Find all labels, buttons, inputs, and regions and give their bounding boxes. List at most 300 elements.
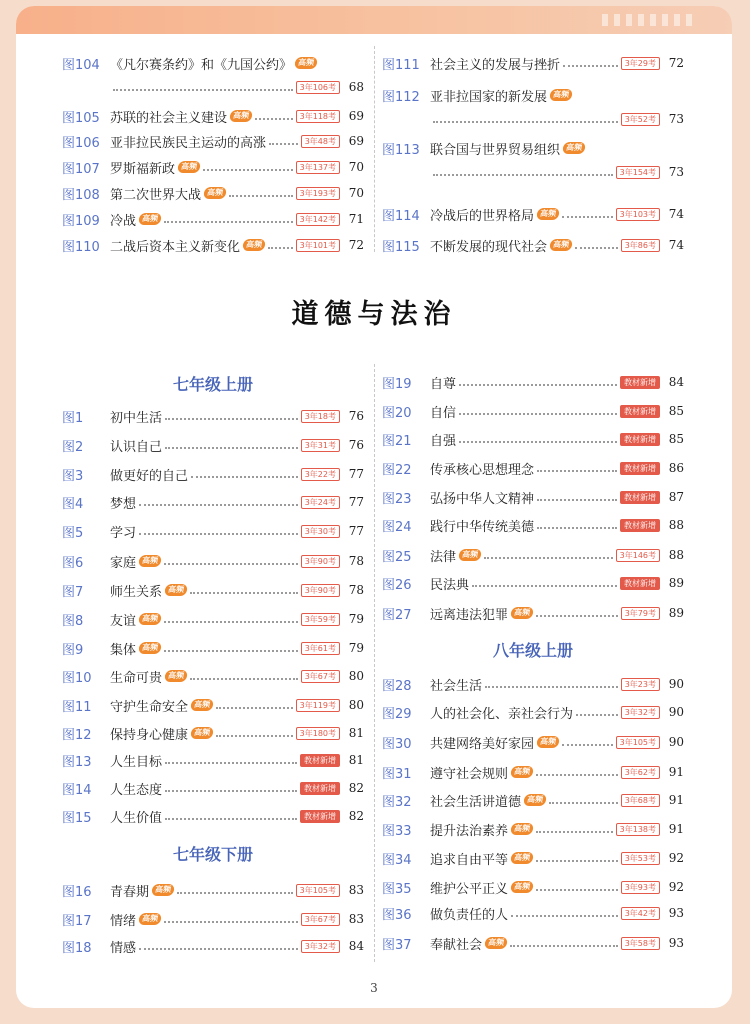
dot-leader (269, 143, 298, 145)
toc-entry (382, 573, 684, 593)
figure-number: 图10 (62, 670, 92, 686)
high-frequency-badge: 高频 (549, 89, 573, 101)
toc-entry (62, 723, 364, 743)
toc-entry (382, 603, 684, 623)
dot-leader (165, 418, 298, 420)
exam-count-tag: 3年58考 (621, 937, 660, 950)
entry-title: 遵守社会规则 (430, 766, 509, 782)
entry-title: 远离违法犯罪 (430, 607, 509, 623)
page-ref: 80 (348, 698, 364, 712)
exam-count-tag: 3年42考 (621, 907, 660, 920)
exam-count-tag: 3年90考 (301, 584, 340, 597)
new-content-tag: 教材新增 (300, 754, 340, 767)
exam-count-tag: 3年137考 (296, 161, 340, 174)
page-ref: 74 (668, 207, 684, 221)
toc-entry (62, 580, 364, 600)
page-ref: 73 (668, 112, 684, 126)
entry-title: 社会生活 (430, 678, 483, 694)
dot-leader (165, 790, 297, 792)
entry-title: 情感 (110, 940, 137, 956)
figure-number: 图109 (62, 213, 100, 229)
toc-entry (62, 695, 364, 715)
new-content-tag: 教材新增 (300, 782, 340, 795)
exam-count-tag: 3年154考 (616, 166, 660, 179)
page-ref: 90 (668, 735, 684, 749)
figure-number: 图27 (382, 607, 412, 623)
page-ref: 78 (348, 554, 364, 568)
page-ref: 77 (348, 467, 364, 481)
exam-count-tag: 3年32考 (621, 706, 660, 719)
entry-title: 社会主义的发展与挫折 (430, 57, 561, 73)
toc-entry (62, 609, 364, 629)
toc-entry (62, 638, 364, 658)
entry-title: 亚非拉国家的新发展 (430, 89, 548, 105)
toc-entry (382, 819, 684, 839)
high-frequency-badge: 高频 (510, 852, 534, 864)
page-ref: 86 (668, 461, 684, 475)
high-frequency-badge: 高频 (138, 913, 162, 925)
toc-entry (382, 458, 684, 478)
exam-count-tag: 3年18考 (301, 410, 340, 423)
page-ref: 81 (348, 726, 364, 740)
toc-entry (382, 53, 684, 73)
entry-title: 青春期 (110, 884, 150, 900)
entry-title: 人生目标 (110, 754, 163, 770)
entry-title: 人生态度 (110, 782, 163, 798)
page-ref: 84 (668, 375, 684, 389)
figure-number: 图6 (62, 555, 84, 571)
toc-entry (382, 762, 684, 782)
figure-number: 图106 (62, 135, 100, 151)
exam-count-tag: 3年146考 (616, 549, 660, 562)
entry-title: 守护生命安全 (110, 699, 189, 715)
toc-entry (62, 209, 364, 229)
entry-title: 二战后资本主义新变化 (110, 239, 241, 255)
entry-title: 师生关系 (110, 584, 163, 600)
toc-entry (62, 157, 364, 177)
exam-count-tag: 3年93考 (621, 881, 660, 894)
high-frequency-badge: 高频 (138, 213, 162, 225)
entry-title: 《凡尔赛条约》和《九国公约》 (110, 57, 293, 73)
new-content-tag: 教材新增 (620, 577, 660, 590)
toc-entry (62, 183, 364, 203)
toc-entry (382, 85, 684, 105)
grade-heading-7a: 七年级上册 (172, 375, 253, 394)
high-frequency-badge: 高频 (229, 110, 253, 122)
dot-leader (433, 174, 613, 176)
toc-entry (382, 732, 684, 752)
high-frequency-badge: 高频 (523, 794, 547, 806)
entry-title: 自信 (430, 405, 457, 421)
exam-count-tag: 3年101考 (296, 239, 340, 252)
figure-number: 图22 (382, 462, 412, 478)
dot-leader (229, 195, 293, 197)
high-frequency-badge: 高频 (190, 727, 214, 739)
figure-number: 图8 (62, 613, 84, 629)
entry-title: 第二次世界大战 (110, 187, 202, 203)
page-ref: 80 (348, 669, 364, 683)
toc-entry (62, 131, 364, 151)
page-ref: 91 (668, 765, 684, 779)
bottom-column-divider (374, 364, 375, 962)
page-ref: 68 (348, 80, 364, 94)
exam-count-tag: 3年86考 (621, 239, 660, 252)
page-ref: 76 (348, 409, 364, 423)
page-ref: 93 (668, 936, 684, 950)
figure-number: 图108 (62, 187, 100, 203)
figure-number: 图1 (62, 410, 84, 426)
toc-entry (382, 372, 684, 392)
dot-leader (472, 585, 617, 587)
dot-leader (536, 615, 618, 617)
exam-count-tag: 3年30考 (301, 525, 340, 538)
page-ref: 77 (348, 524, 364, 538)
exam-count-tag: 3年53考 (621, 852, 660, 865)
toc-entry (62, 492, 364, 512)
page-number: 3 (370, 981, 378, 995)
entry-title: 共建网络美好家园 (430, 736, 535, 752)
dot-leader (139, 533, 298, 535)
figure-number: 图29 (382, 706, 412, 722)
dot-leader (562, 744, 613, 746)
figure-number: 图31 (382, 766, 412, 782)
entry-title: 践行中华传统美德 (430, 519, 535, 535)
dot-leader (575, 247, 618, 249)
entry-title: 亚非拉民族民主运动的高涨 (110, 135, 267, 151)
grade-heading-8a: 八年级上册 (492, 641, 573, 660)
entry-title: 人生价值 (110, 810, 163, 826)
page-ref: 83 (348, 883, 364, 897)
entry-title: 传承核心思想理念 (430, 462, 535, 478)
dot-leader (165, 447, 298, 449)
toc-entry (62, 464, 364, 484)
figure-number: 图18 (62, 940, 92, 956)
toc-entry (382, 235, 684, 255)
dot-leader (165, 762, 297, 764)
banner-decoration (602, 14, 692, 26)
figure-number: 图32 (382, 794, 412, 810)
entry-title: 自尊 (430, 376, 457, 392)
exam-count-tag: 3年61考 (301, 642, 340, 655)
entry-title: 苏联的社会主义建设 (110, 110, 228, 126)
dot-leader (113, 89, 293, 91)
entry-title: 奉献社会 (430, 937, 483, 953)
page-ref: 83 (348, 912, 364, 926)
page-ref: 72 (668, 56, 684, 70)
exam-count-tag: 3年62考 (621, 766, 660, 779)
figure-number: 图104 (62, 57, 100, 73)
toc-entry (62, 235, 364, 255)
page-ref: 84 (348, 939, 364, 953)
page-ref: 81 (348, 753, 364, 767)
toc-entry (382, 401, 684, 421)
entry-title: 罗斯福新政 (110, 161, 176, 177)
new-content-tag: 教材新增 (620, 462, 660, 475)
new-content-tag: 教材新增 (620, 491, 660, 504)
toc-entry-continued (382, 109, 684, 129)
page-ref: 74 (668, 238, 684, 252)
dot-leader (139, 948, 298, 950)
high-frequency-badge: 高频 (203, 187, 227, 199)
entry-title: 友谊 (110, 613, 137, 629)
high-frequency-badge: 高频 (164, 584, 188, 596)
entry-title: 不断发展的现代社会 (430, 239, 548, 255)
figure-number: 图33 (382, 823, 412, 839)
high-frequency-badge: 高频 (562, 142, 586, 154)
entry-title: 冷战 (110, 213, 137, 229)
entry-title: 生命可贵 (110, 670, 163, 686)
high-frequency-badge: 高频 (510, 881, 534, 893)
page-ref: 72 (348, 238, 364, 252)
page (16, 6, 732, 1008)
figure-number: 图23 (382, 491, 412, 507)
toc-entry (382, 702, 684, 722)
entry-title: 做更好的自己 (110, 468, 189, 484)
page-ref: 92 (668, 851, 684, 865)
figure-number: 图9 (62, 642, 84, 658)
toc-entry-continued (382, 162, 684, 182)
dot-leader (576, 714, 618, 716)
exam-count-tag: 3年138考 (616, 823, 660, 836)
high-frequency-badge: 高频 (151, 884, 175, 896)
dot-leader (268, 247, 293, 249)
exam-count-tag: 3年32考 (301, 940, 340, 953)
toc-entry (382, 674, 684, 694)
dot-leader (177, 892, 293, 894)
figure-number: 图7 (62, 584, 84, 600)
figure-number: 图26 (382, 577, 412, 593)
page-ref: 82 (348, 781, 364, 795)
toc-entry (62, 106, 364, 126)
dot-leader (511, 915, 618, 917)
entry-title: 弘扬中华人文精神 (430, 491, 535, 507)
dot-leader (537, 470, 617, 472)
figure-number: 图3 (62, 468, 84, 484)
page-ref: 91 (668, 793, 684, 807)
figure-number: 图107 (62, 161, 100, 177)
dot-leader (255, 118, 293, 120)
entry-title: 家庭 (110, 555, 137, 571)
toc-entry (62, 521, 364, 541)
exam-count-tag: 3年68考 (621, 794, 660, 807)
toc-entry (62, 666, 364, 686)
entry-title: 社会生活讲道德 (430, 794, 522, 810)
toc-entry (62, 750, 364, 770)
high-frequency-badge: 高频 (138, 642, 162, 654)
high-frequency-badge: 高频 (138, 613, 162, 625)
dot-leader (536, 774, 618, 776)
top-banner (16, 6, 732, 34)
toc-entry (62, 806, 364, 826)
page-ref: 85 (668, 432, 684, 446)
dot-leader (190, 592, 298, 594)
page-ref: 90 (668, 677, 684, 691)
figure-number: 图37 (382, 937, 412, 953)
high-frequency-badge: 高频 (458, 549, 482, 561)
dot-leader (536, 889, 618, 891)
toc-entry (382, 877, 684, 897)
page-ref: 73 (668, 165, 684, 179)
page-ref: 87 (668, 490, 684, 504)
high-frequency-badge: 高频 (536, 208, 560, 220)
high-frequency-badge: 高频 (549, 239, 573, 251)
toc-entry (62, 53, 364, 73)
figure-number: 图12 (62, 727, 92, 743)
toc-entry (382, 848, 684, 868)
new-content-tag: 教材新增 (620, 519, 660, 532)
dot-leader (459, 384, 617, 386)
page-ref: 78 (348, 583, 364, 597)
entry-title: 梦想 (110, 496, 137, 512)
figure-number: 图115 (382, 239, 420, 255)
toc-entry (62, 406, 364, 426)
toc-entry (382, 429, 684, 449)
exam-count-tag: 3年90考 (301, 555, 340, 568)
toc-entry (382, 515, 684, 535)
high-frequency-badge: 高频 (164, 670, 188, 682)
figure-number: 图28 (382, 678, 412, 694)
section-title: 道德与法治 (291, 299, 457, 330)
page-ref: 79 (348, 641, 364, 655)
page-ref: 76 (348, 438, 364, 452)
page-ref: 93 (668, 906, 684, 920)
figure-number: 图5 (62, 525, 84, 541)
page-ref: 70 (348, 160, 364, 174)
exam-count-tag: 3年105考 (616, 736, 660, 749)
dot-leader (190, 678, 298, 680)
entry-title: 冷战后的世界格局 (430, 208, 535, 224)
high-frequency-badge: 高频 (484, 937, 508, 949)
toc-entry (62, 909, 364, 929)
dot-leader (164, 621, 298, 623)
figure-number: 图17 (62, 913, 92, 929)
dot-leader (562, 216, 613, 218)
toc-entry (62, 936, 364, 956)
dot-leader (433, 121, 618, 123)
page-ref: 91 (668, 822, 684, 836)
high-frequency-badge: 高频 (177, 161, 201, 173)
entry-title: 自强 (430, 433, 457, 449)
exam-count-tag: 3年180考 (296, 727, 340, 740)
dot-leader (164, 921, 298, 923)
figure-number: 图113 (382, 142, 420, 158)
figure-number: 图21 (382, 433, 412, 449)
figure-number: 图110 (62, 239, 100, 255)
page-ref: 82 (348, 809, 364, 823)
entry-title: 做负责任的人 (430, 907, 509, 923)
page-ref: 89 (668, 576, 684, 590)
toc-entry (382, 790, 684, 810)
dot-leader (537, 527, 617, 529)
dot-leader (459, 441, 617, 443)
dot-leader (216, 707, 293, 709)
exam-count-tag: 3年79考 (621, 607, 660, 620)
high-frequency-badge: 高频 (242, 239, 266, 251)
figure-number: 图4 (62, 496, 84, 512)
page-ref: 77 (348, 495, 364, 509)
new-content-tag: 教材新增 (620, 433, 660, 446)
high-frequency-badge: 高频 (190, 699, 214, 711)
toc-entry (382, 545, 684, 565)
dot-leader (139, 504, 298, 506)
exam-count-tag: 3年48考 (301, 135, 340, 148)
grade-heading-7b: 七年级下册 (172, 845, 253, 864)
high-frequency-badge: 高频 (294, 57, 318, 69)
entry-title: 维护公平正义 (430, 881, 509, 897)
figure-number: 图114 (382, 208, 420, 224)
figure-number: 图112 (382, 89, 420, 105)
page-ref: 69 (348, 109, 364, 123)
figure-number: 图13 (62, 754, 92, 770)
high-frequency-badge: 高频 (536, 736, 560, 748)
top-column-divider (374, 46, 375, 252)
dot-leader (164, 563, 298, 565)
figure-number: 图2 (62, 439, 84, 455)
toc-entry (382, 933, 684, 953)
figure-number: 图34 (382, 852, 412, 868)
entry-title: 联合国与世界贸易组织 (430, 142, 561, 158)
page-ref: 70 (348, 186, 364, 200)
new-content-tag: 教材新增 (620, 405, 660, 418)
figure-number: 图19 (382, 376, 412, 392)
exam-count-tag: 3年31考 (301, 439, 340, 452)
toc-entry (62, 880, 364, 900)
exam-count-tag: 3年142考 (296, 213, 340, 226)
entry-title: 提升法治素养 (430, 823, 509, 839)
exam-count-tag: 3年22考 (301, 468, 340, 481)
figure-number: 图24 (382, 519, 412, 535)
toc-entry (62, 778, 364, 798)
new-content-tag: 教材新增 (300, 810, 340, 823)
figure-number: 图15 (62, 810, 92, 826)
figure-number: 图111 (382, 57, 420, 73)
page-ref: 85 (668, 404, 684, 418)
exam-count-tag: 3年52考 (621, 113, 660, 126)
page-ref: 92 (668, 880, 684, 894)
dot-leader (164, 650, 298, 652)
exam-count-tag: 3年24考 (301, 496, 340, 509)
exam-count-tag: 3年193考 (296, 187, 340, 200)
page-ref: 79 (348, 612, 364, 626)
figure-number: 图11 (62, 699, 92, 715)
entry-title: 民法典 (430, 577, 470, 593)
dot-leader (549, 802, 618, 804)
dot-leader (203, 169, 293, 171)
page-ref: 89 (668, 606, 684, 620)
toc-entry (382, 487, 684, 507)
dot-leader (536, 831, 613, 833)
exam-count-tag: 3年119考 (296, 699, 340, 712)
dot-leader (164, 221, 293, 223)
figure-number: 图36 (382, 907, 412, 923)
dot-leader (165, 818, 297, 820)
toc-entry (382, 138, 684, 158)
figure-number: 图30 (382, 736, 412, 752)
entry-title: 法律 (430, 549, 457, 565)
dot-leader (484, 557, 613, 559)
figure-number: 图35 (382, 881, 412, 897)
entry-title: 认识自己 (110, 439, 163, 455)
dot-leader (537, 499, 617, 501)
exam-count-tag: 3年29考 (621, 57, 660, 70)
entry-title: 追求自由平等 (430, 852, 509, 868)
entry-title: 保持身心健康 (110, 727, 189, 743)
toc-entry (382, 903, 684, 923)
exam-count-tag: 3年103考 (616, 208, 660, 221)
exam-count-tag: 3年67考 (301, 670, 340, 683)
entry-title: 学习 (110, 525, 137, 541)
page-ref: 88 (668, 518, 684, 532)
